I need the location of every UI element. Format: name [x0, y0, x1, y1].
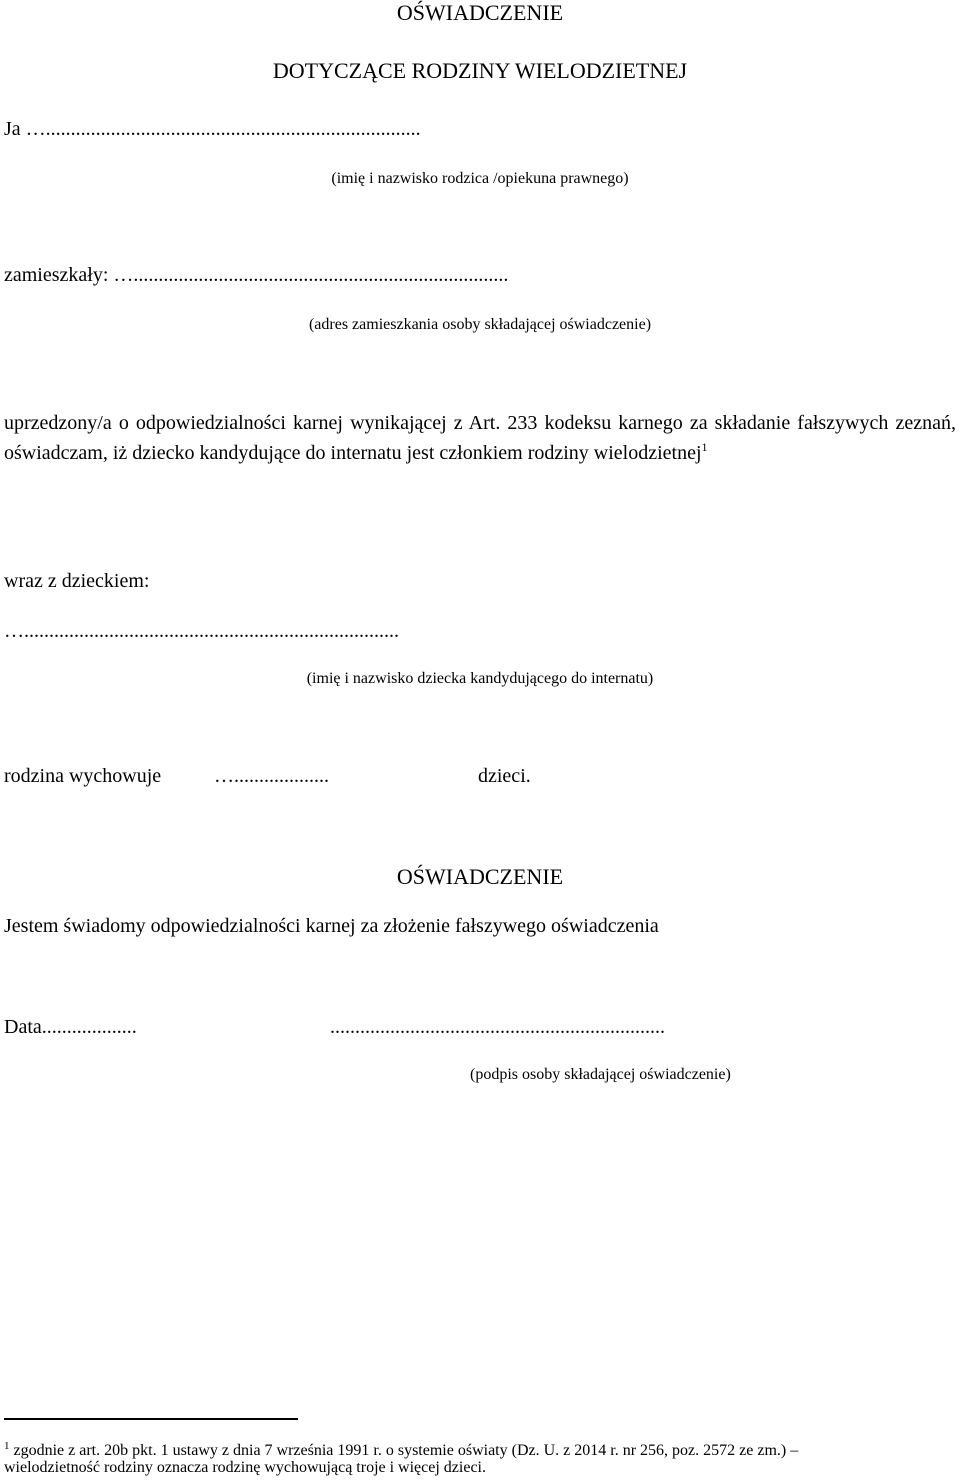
address-line — [4, 264, 508, 287]
child-label: wraz z dzieckiem: — [4, 570, 150, 592]
footnote-text-1: zgodnie z art. 20b pkt. 1 ustawy z dnia 7 września 1991 r. o systemie oświaty (Dz. U. z 2014 r. nr 256, poz. 2572 ze zm.) – — [9, 1442, 799, 1459]
date-label: Data — [4, 1016, 42, 1038]
child-name-field[interactable]: …........................................................................... — [4, 620, 399, 642]
parent-name-field[interactable]: …........................................................................... — [25, 118, 421, 140]
statement-text: Jestem świadomy odpowiedzialności karnej za złożenie fałszywego oświadczenia — [4, 915, 659, 937]
date-line — [4, 1016, 137, 1039]
footnote-separator — [4, 1418, 298, 1420]
declaration-paragraph — [4, 408, 956, 468]
children-count-field[interactable]: …................... — [214, 765, 329, 787]
address-caption: (adres zamieszkania osoby składającej oświadczenie) — [308, 316, 652, 333]
address-label: zamieszkały: — [4, 264, 114, 286]
date-field[interactable]: ................... — [41, 1016, 137, 1038]
parent-name-line — [4, 118, 421, 141]
children-count-suffix: dzieci. — [478, 765, 531, 787]
children-count-label: rodzina wychowuje — [4, 765, 162, 787]
footnote-reference: 1 — [701, 440, 708, 454]
footnote-mark: 1 — [4, 1440, 10, 1452]
child-caption: (imię i nazwisko dziecka kandydującego do internatu) — [306, 670, 654, 687]
document-subtitle: DOTYCZĄCE RODZINY WIELODZIETNEJ — [272, 58, 688, 83]
footnote-line-2: wielodzietność rodziny oznacza rodzinę wychowującą troje i więcej dzieci. — [4, 1459, 486, 1476]
parent-caption: (imię i nazwisko rodzica /opiekuna prawnego) — [331, 170, 629, 187]
declaration-text: uprzedzony/a o odpowiedzialności karnej wynikającej z Art. 233 kodeksu karnego za składanie fałszywych zeznań, oświadczam, iż dziecko kandydujące do internatu jest członkiem rodziny wielodzietnej — [4, 412, 956, 464]
signature-caption: (podpis osoby składającej oświadczenie) — [470, 1066, 731, 1083]
address-field[interactable]: …........................................................................... — [113, 264, 509, 286]
statement-title: OŚWIADCZENIE — [396, 864, 564, 889]
signature-field[interactable]: ................................................................... — [330, 1016, 665, 1038]
document-title: OŚWIADCZENIE — [396, 0, 564, 25]
parent-label: Ja — [4, 118, 26, 140]
